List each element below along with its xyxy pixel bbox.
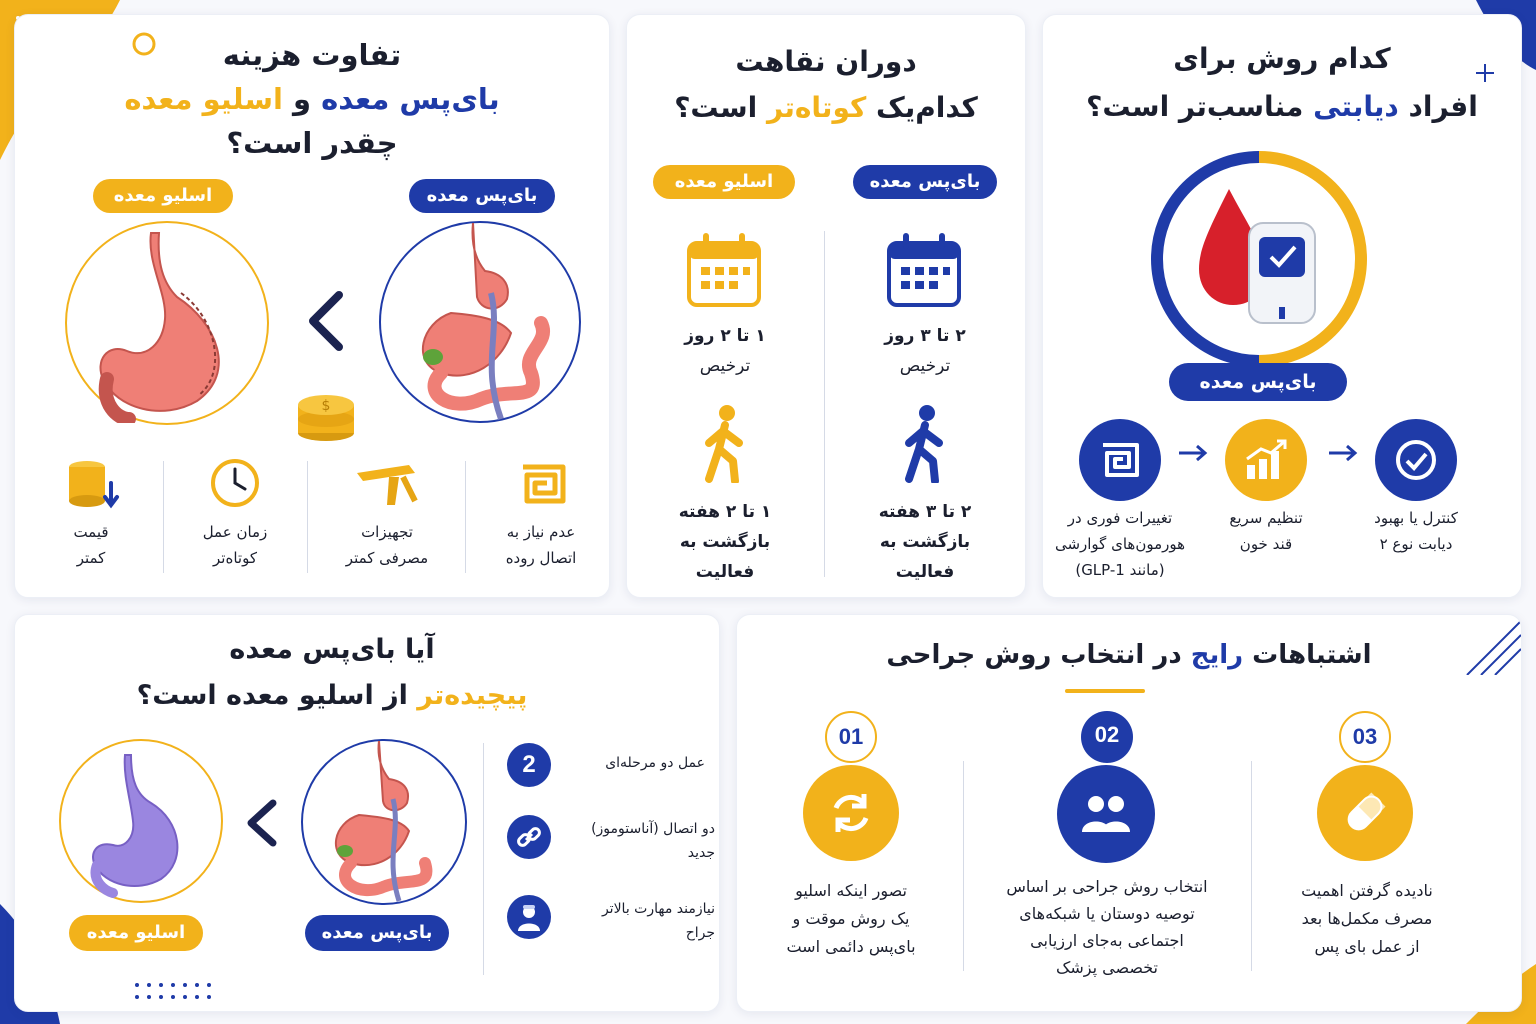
surgeon-skill-text: نیازمند مهارت بالاتر جراح (601, 901, 715, 941)
mistake-number-02: 02 (1081, 711, 1133, 763)
refresh-icon (803, 765, 899, 861)
sleeve-hospital-stay: ۱ تا ۲ روز ترخیص (684, 326, 766, 376)
recovery-bypass-pill: بای‌پس معده (853, 165, 997, 199)
mistakes-title: اشتباهات رایج در انتخاب روش جراحی (886, 640, 1372, 670)
cost-difference-card (14, 14, 610, 598)
coins-icon (293, 383, 359, 443)
feature-less-equipment: تجهیزات مصرفی کمتر (319, 455, 455, 585)
bypass-pill: بای‌پس معده (409, 179, 555, 213)
clock-icon (209, 457, 261, 509)
hormone-step-icon (1079, 419, 1161, 501)
arrow-right-icon (1327, 443, 1359, 463)
bypass-walking-icon (895, 403, 955, 483)
recovery-title-line1: دوران نقاهت (735, 45, 917, 78)
anastomosis-text: دو اتصال (آناستوموز) جدید (591, 821, 715, 861)
feature-no-intestine: عدم نیاز به اتصال روده (475, 455, 607, 585)
diabetes-title-line2: افراد دیابتی مناسب‌تر است؟ (1086, 90, 1478, 123)
sleeve-calendar-icon (685, 231, 763, 309)
mistake-text-01: تصور اینکه اسلیو یک روش موقت و بای‌پس دائمی است (786, 881, 916, 956)
recovery-title-line2: کدام‌یک کوتاه‌تر است؟ (674, 91, 978, 124)
ring-decoration-icon (130, 30, 158, 58)
diabetes-title-line1: کدام روش برای (1173, 42, 1391, 75)
people-group-icon (1057, 765, 1155, 863)
pill-capsule-icon (1317, 765, 1413, 861)
cost-title-line2: بای‌پس معده و اسلیو معده (124, 82, 500, 116)
cost-title-line3: چقدر است؟ (226, 126, 398, 160)
common-mistakes-card (736, 614, 1522, 1012)
arrow-right-icon (1177, 443, 1209, 463)
complexity-bypass-stomach-image (301, 739, 467, 905)
complexity-card (14, 614, 720, 1012)
cost-title-line1: تفاوت هزینه (222, 38, 402, 72)
mistake-text-03: نادیده گرفتن اهمیت مصرف مکمل‌ها بعد از عمل بای پس (1301, 881, 1433, 956)
diabetes-bypass-pill: بای‌پس معده (1169, 363, 1347, 401)
purple-sleeve-stomach-image (59, 739, 223, 903)
bypass-return-to-activity: ۲ تا ۳ هفته بازگشت به فعالیت (878, 502, 972, 582)
diabetes-control-step-icon (1375, 419, 1457, 501)
mistake-number-01: 01 (825, 711, 877, 763)
hormone-step-text: تغییرات فوری در هورمون‌های گوارشی (مانند GLP-1) (1054, 509, 1186, 579)
blood-sugar-step-text: تنظیم سریع قند خون (1229, 509, 1303, 553)
two-stage-badge: 2 (507, 743, 551, 787)
bypass-hospital-stay: ۲ تا ۳ روز ترخیص (884, 326, 966, 376)
complexity-bypass-pill: بای‌پس معده (305, 915, 449, 951)
sleeve-return-to-activity: ۱ تا ۲ هفته بازگشت به فعالیت (678, 502, 772, 582)
bypass-stomach-image (379, 221, 581, 423)
complexity-sleeve-pill: اسلیو معده (69, 915, 203, 951)
less-than-chevron-icon (305, 291, 345, 351)
intestine-icon (517, 457, 569, 509)
mistake-text-02: انتخاب روش جراحی بر اساس توصیه دوستان یا شبکه‌های اجتماعی به‌جای ارزیابی تخصصی پزشک (1006, 877, 1208, 977)
bypass-calendar-icon (885, 231, 963, 309)
plus-decoration-icon (1474, 62, 1496, 84)
feature-shorter-time: زمان عمل کوتاه‌تر (169, 455, 301, 585)
glucose-ring-image (1149, 149, 1369, 369)
diagonal-lines-decoration (1457, 615, 1521, 675)
link-icon (507, 815, 551, 859)
stapler-icon (355, 461, 421, 507)
diabetes-control-step-text: کنترل یا بهبود دیابت نوع ۲ (1374, 509, 1458, 553)
less-than-chevron-icon (243, 799, 279, 847)
diabetes-card (1042, 14, 1522, 598)
recovery-card (626, 14, 1026, 598)
blood-sugar-step-icon (1225, 419, 1307, 501)
sleeve-walking-icon (695, 403, 755, 483)
svg-text:$: $ (321, 398, 331, 414)
feature-lower-price: قیمت کمتر (23, 455, 159, 585)
sleeve-pill: اسلیو معده (93, 179, 233, 213)
recovery-sleeve-pill: اسلیو معده (653, 165, 795, 199)
title-underline (1065, 689, 1145, 693)
coins-down-icon (65, 457, 121, 511)
sleeve-stomach-image (65, 221, 269, 425)
two-stage-text: عمل دو مرحله‌ای (605, 755, 705, 771)
surgeon-icon (507, 895, 551, 939)
complexity-title-line1: آیا بای‌پس معده (229, 634, 435, 665)
complexity-title-line2: پیچیده‌تر از اسلیو معده است؟ (136, 680, 528, 711)
dot-grid-decoration (133, 979, 213, 1009)
mistake-number-03: 03 (1339, 711, 1391, 763)
